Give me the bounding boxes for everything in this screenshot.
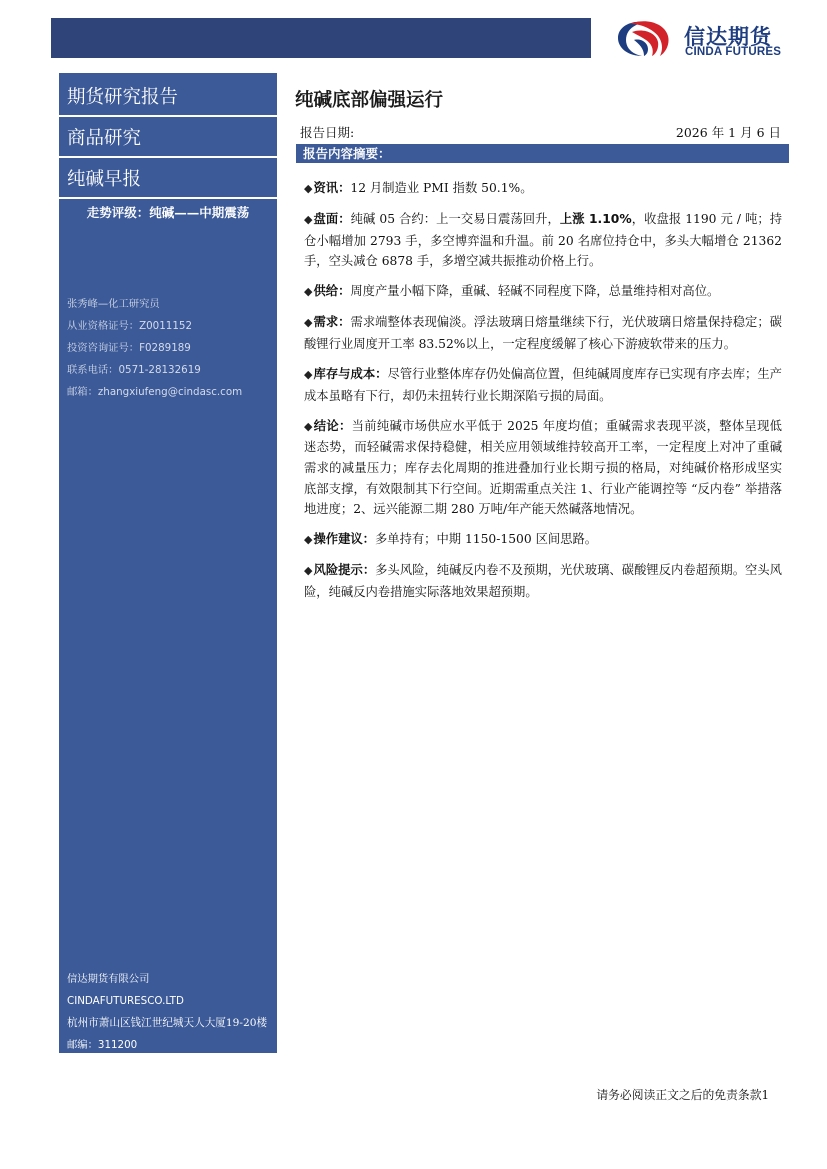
diamond-bullet-icon: ◆	[304, 419, 313, 433]
company-english-name: CINDAFUTURESCO.LTD	[67, 995, 184, 1007]
diamond-bullet-icon: ◆	[304, 368, 313, 382]
analyst-name: 张秀峰—化工研究员	[67, 298, 160, 310]
paragraph-news	[304, 178, 782, 200]
company-address: 杭州市萧山区钱江世纪城天人大厦19-20楼	[67, 1017, 268, 1029]
sidebar-divider	[59, 156, 277, 158]
paragraph-key: 供给：	[313, 284, 351, 299]
paragraph-supply	[304, 281, 782, 303]
sidebar-title-product: 纯碱早报	[67, 169, 142, 190]
analyst-info	[67, 293, 272, 403]
company-logo	[612, 14, 792, 60]
analyst-consulting-id: 投资咨询证号：F0289189	[67, 342, 191, 354]
paragraph-operation	[304, 529, 782, 551]
paragraph-key: 操作建议：	[313, 532, 375, 547]
disclaimer-note: 请务必阅读正文之后的免责条款1	[596, 1088, 769, 1102]
paragraph-text: 纯碱 05 合约：上一交易日震荡回升，	[350, 212, 560, 227]
diamond-bullet-icon: ◆	[304, 533, 313, 547]
paragraph-inventory-cost	[304, 364, 782, 406]
sidebar-title-report: 期货研究报告	[67, 87, 179, 108]
diamond-bullet-icon: ◆	[304, 182, 313, 195]
diamond-bullet-icon: ◆	[304, 285, 313, 299]
logo-english-text: CINDA FUTURES	[685, 46, 782, 58]
company-postcode: 邮编：311200	[67, 1039, 138, 1051]
paragraph-key: 风险提示：	[313, 563, 376, 578]
sidebar-divider	[59, 115, 277, 117]
paragraph-text: 尽管行业整体库存仍处偏高位置，但纯碱周度库存已实现有序去库；生产成本虽略有下行，却仍未扭转行业长期深陷亏损的局面。	[304, 367, 782, 403]
paragraph-conclusion	[304, 416, 782, 520]
report-date-value: 2026 年 1 月 6 日	[675, 125, 781, 140]
report-date-label: 报告日期:	[300, 125, 355, 140]
paragraph-key: 需求：	[313, 315, 351, 330]
analyst-phone: 联系电话：0571-28132619	[67, 364, 201, 376]
logo-chinese-text: 信达期货	[684, 25, 772, 49]
paragraph-key: 库存与成本：	[313, 367, 388, 382]
report-date-row	[300, 123, 787, 143]
report-title: 纯碱底部偏强运行	[295, 90, 444, 111]
paragraph-market	[304, 209, 782, 272]
trend-rating: 走势评级：纯碱——中期震荡	[86, 205, 250, 220]
analyst-email: 邮箱：zhangxiufeng@cindasc.com	[67, 386, 243, 398]
paragraph-key: 资讯：	[313, 181, 351, 195]
sidebar	[59, 73, 277, 1053]
paragraph-text: 多头风险，纯碱反内卷不及预期，光伏玻璃、碳酸锂反内卷超预期。空头风险，纯碱反内卷措施实际落地效果超预期。	[304, 563, 782, 599]
diamond-bullet-icon: ◆	[304, 564, 313, 578]
paragraph-key: 结论：	[313, 418, 352, 433]
price-change-highlight: 上涨 1.10%	[559, 212, 632, 227]
paragraph-key: 盘面：	[313, 212, 351, 227]
analyst-qualification: 从业资格证号：Z0011152	[67, 320, 192, 332]
summary-header: 报告内容摘要：	[296, 144, 789, 163]
paragraph-text: 多单持有；中期 1150-1500 区间思路。	[374, 532, 598, 547]
diamond-bullet-icon: ◆	[304, 316, 313, 330]
sidebar-divider	[59, 197, 277, 199]
paragraph-text: 需求端整体表现偏淡。浮法玻璃日熔量继续下行，光伏玻璃日熔量保持稳定；碳酸锂行业周度开工率 83.52%以上，一定程度缓解了核心下游疲软带来的压力。	[304, 315, 782, 352]
company-info	[67, 968, 277, 1056]
header-band	[51, 18, 591, 58]
paragraph-text: 周度产量小幅下降，重碱、轻碱不同程度下降，总量维持相对高位。	[350, 284, 720, 299]
paragraph-risk	[304, 560, 782, 602]
paragraph-text-cont: ，收盘报 1190 元 / 吨；持仓小幅增加 2793 手，多空博弈温和升温。前 20 名席位持仓中，多头大幅增仓 21362 手，空头减仓 6878 手，多增空减共振推动价格上行。	[304, 212, 782, 269]
company-name: 信达期货有限公司	[67, 973, 150, 985]
cinda-logo-icon	[612, 18, 676, 58]
paragraph-demand	[304, 312, 782, 354]
paragraph-text: 12 月制造业 PMI 指数 50.1%。	[350, 181, 533, 195]
summary-content	[304, 178, 782, 612]
paragraph-text: 当前纯碱市场供应水平低于 2025 年度均值；重碱需求表现平淡，整体呈现低迷态势，而轻碱需求保持稳健，相关应用领域维持较高开工率，一定程度上对冲了重碱需求的减量压力；库存去化周期的推进叠加行业长期亏损的格局，对纯碱价格形成坚实底部支撑，有效限制其下行空间。近期需重点关注 1、行业产能调控等 “反内卷” 举措落地进度；2、远兴能源二期 280 万吨/年产能天然碱落地情况。	[304, 418, 782, 517]
sidebar-title-category: 商品研究	[67, 128, 142, 149]
diamond-bullet-icon: ◆	[304, 213, 313, 227]
